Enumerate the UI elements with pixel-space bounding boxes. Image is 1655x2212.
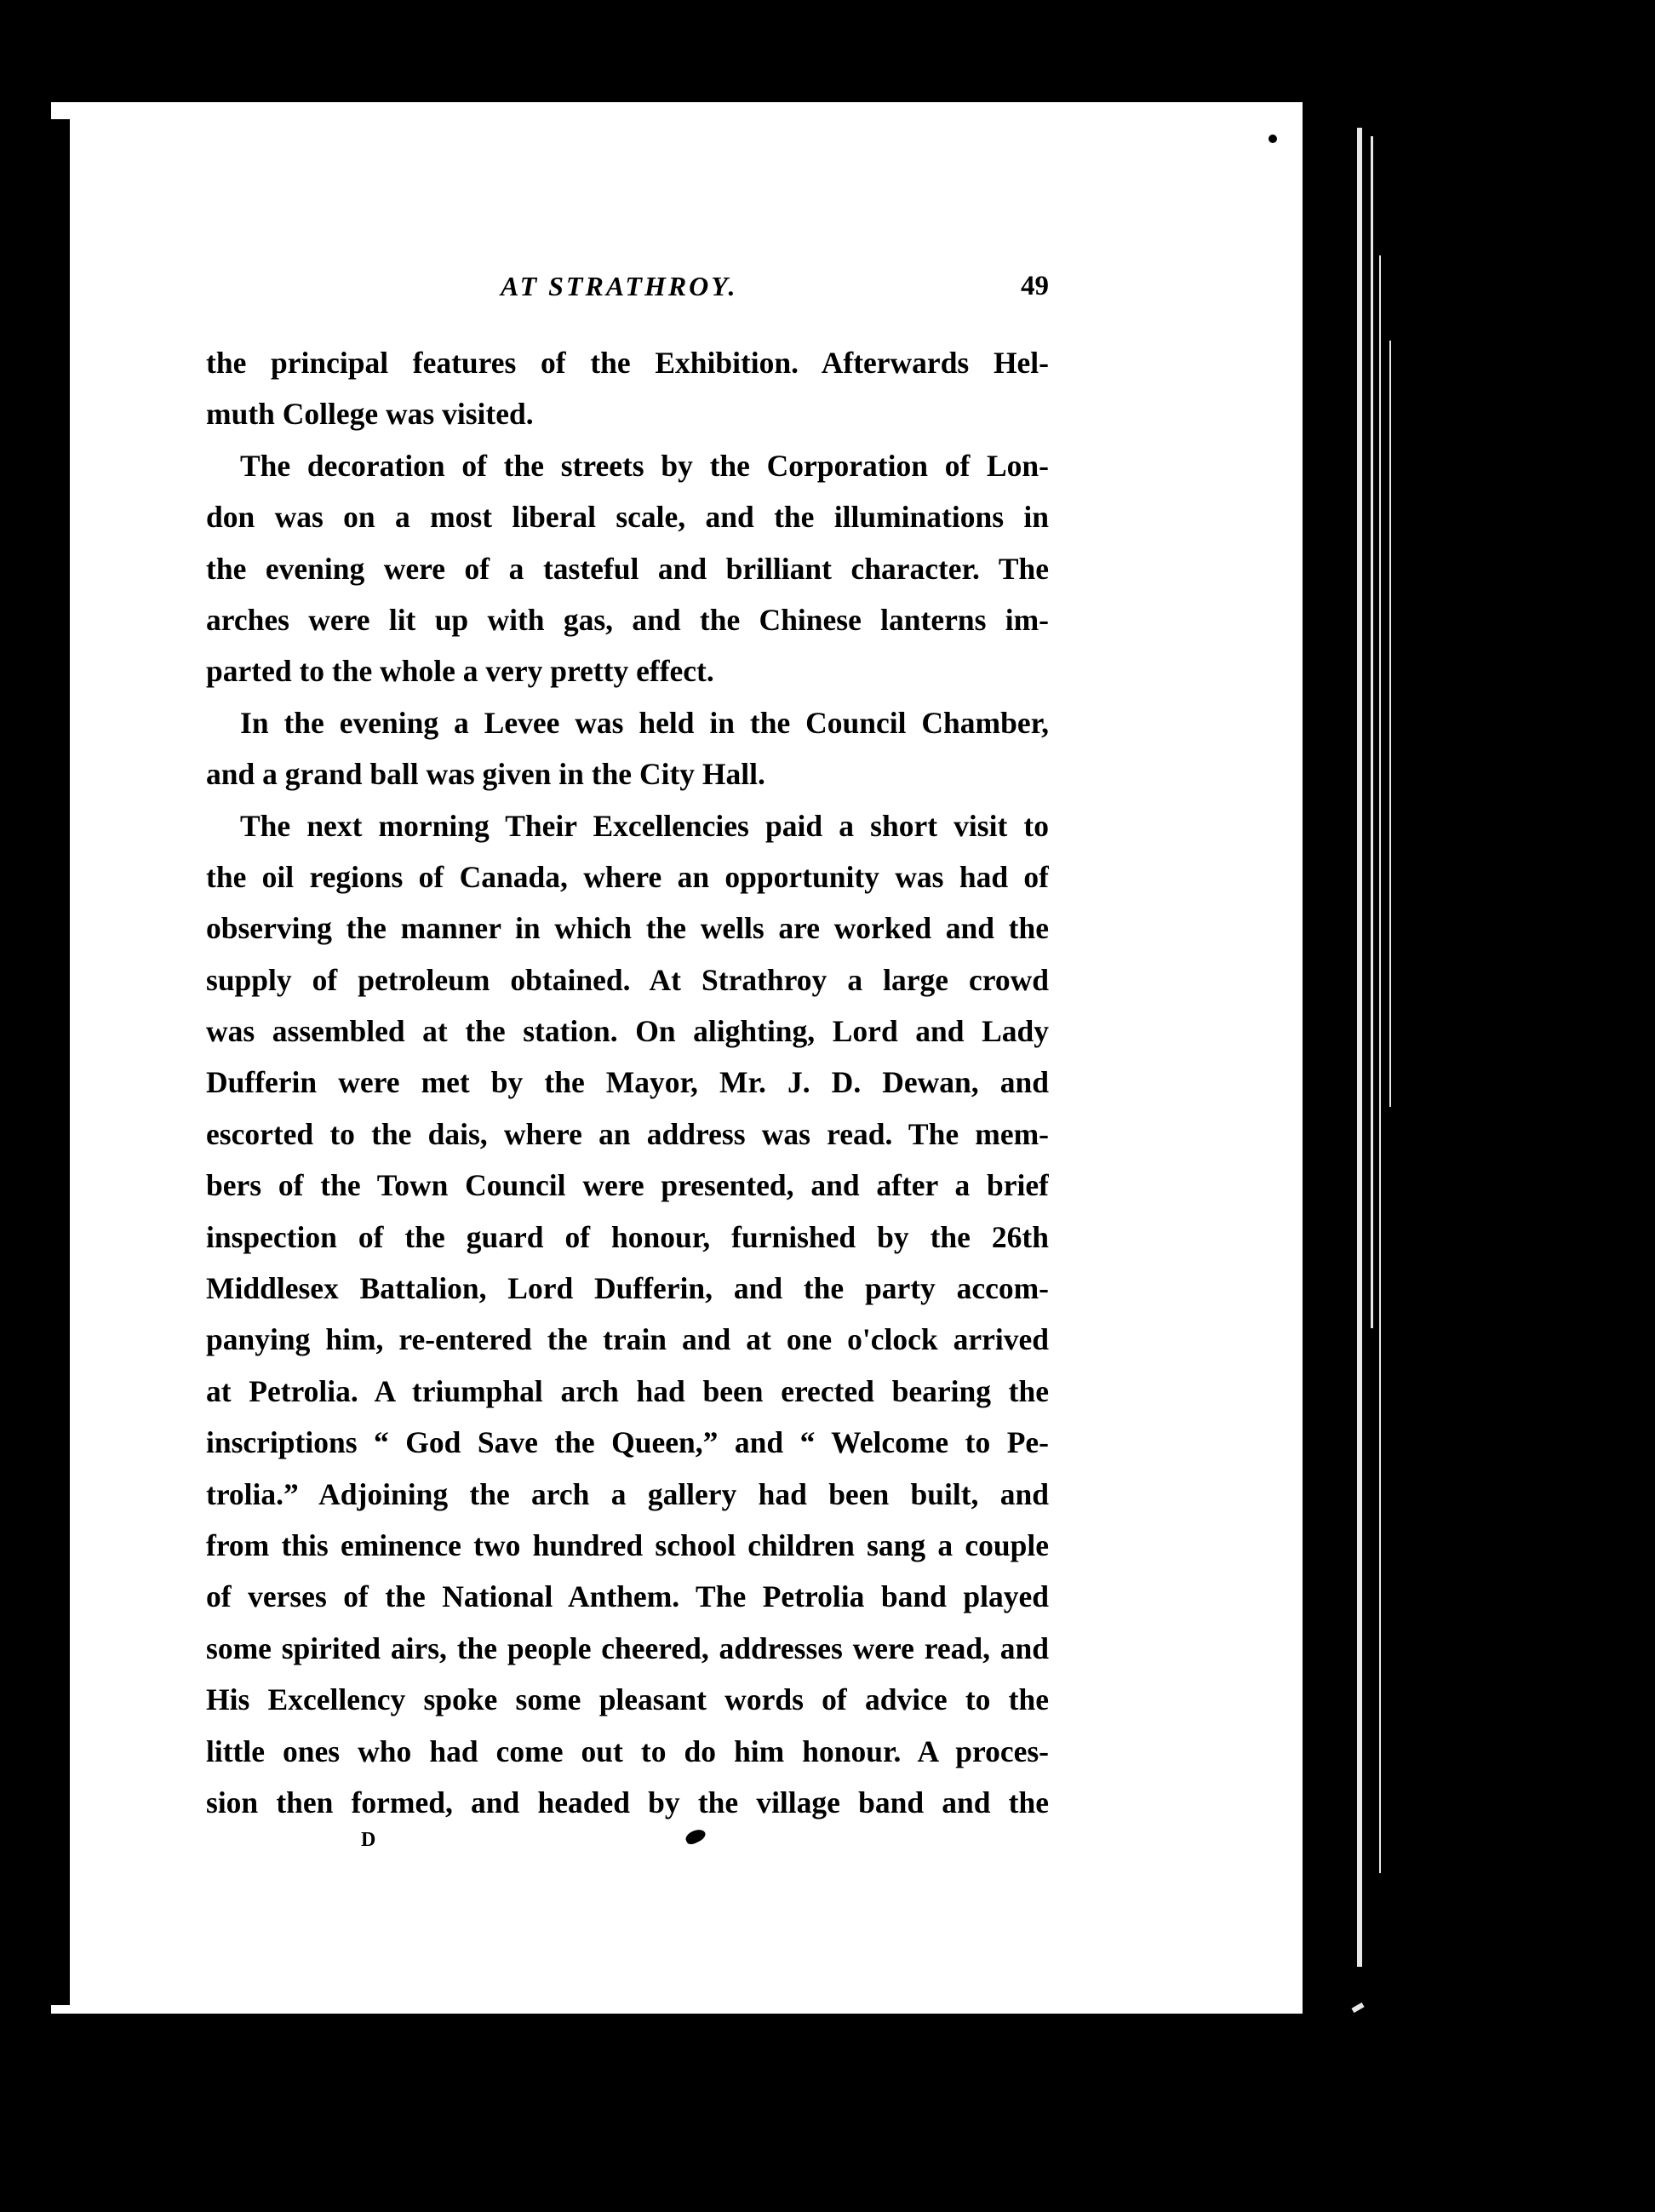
signature-mark: D	[361, 1829, 376, 1851]
text-line: escorted to the dais, where an address was read. The mem-	[206, 1116, 1049, 1151]
text-line: and a grand ball was given in the City Hall.	[206, 757, 765, 792]
text-line: the evening were of a tasteful and brilliant character. The	[206, 551, 1049, 586]
text-line: sion then formed, and headed by the village band and the	[206, 1785, 1049, 1819]
scan-artifact	[1371, 136, 1373, 1328]
binding-edge	[51, 119, 70, 2005]
text-line: at Petrolia. A triumphal arch had been erected bearing the	[206, 1373, 1049, 1408]
text-line: inscriptions “ God Save the Queen,” and “ Welcome to Pe-	[206, 1425, 1049, 1460]
text-line: His Excellency spoke some pleasant words of advice to the	[206, 1682, 1049, 1717]
text-line: the oil regions of Canada, where an opportunity was had of	[206, 859, 1049, 894]
text-line: bers of the Town Council were presented, and after a brief	[206, 1168, 1049, 1203]
text-line: was assembled at the station. On alighting, Lord and Lady	[206, 1014, 1049, 1049]
text-line: inspection of the guard of honour, furnished by the 26th	[206, 1219, 1049, 1254]
text-line: trolia.” Adjoining the arch a gallery had been built, and	[206, 1476, 1049, 1511]
text-line: Middlesex Battalion, Lord Dufferin, and the party accom-	[206, 1271, 1049, 1306]
running-title: AT STRATHROY.	[501, 271, 738, 301]
text-line: arches were lit up with gas, and the Chinese lanterns im-	[206, 602, 1049, 637]
text-line: observing the manner in which the wells are worked and the	[206, 911, 1049, 946]
text-line: The next morning Their Excellencies paid a short visit to	[240, 808, 1049, 843]
text-line: Dufferin were met by the Mayor, Mr. J. D. Dewan, and	[206, 1065, 1049, 1100]
text-line: some spirited airs, the people cheered, addresses were read, and	[206, 1630, 1049, 1665]
ink-speck	[1268, 135, 1277, 143]
text-line: The decoration of the streets by the Corporation of Lon-	[240, 448, 1049, 483]
text-line: supply of petroleum obtained. At Strathroy a large crowd	[206, 962, 1049, 997]
text-line: In the evening a Levee was held in the Council Chamber,	[240, 705, 1049, 740]
text-line: from this eminence two hundred school children sang a couple	[206, 1527, 1049, 1562]
scan-artifact	[1351, 2003, 1364, 2013]
text-line: panying him, re-entered the train and at one o'clock arrived	[206, 1322, 1049, 1357]
scan-artifact	[1357, 128, 1362, 1967]
text-line: muth College was visited.	[206, 397, 534, 432]
scan-artifact	[1389, 341, 1391, 1107]
text-line: parted to the whole a very pretty effect.	[206, 654, 714, 689]
text-line: the principal features of the Exhibition. Afterwards Hel-	[206, 346, 1049, 380]
page-number: 49	[1021, 271, 1049, 301]
text-line: of verses of the National Anthem. The Petrolia band played	[206, 1579, 1049, 1614]
scan-artifact	[1379, 255, 1381, 1873]
text-line: little ones who had come out to do him honour. A proces-	[206, 1733, 1049, 1768]
text-line: don was on a most liberal scale, and the illuminations in	[206, 500, 1049, 535]
running-head	[206, 271, 1049, 313]
body-text	[206, 337, 1049, 1828]
